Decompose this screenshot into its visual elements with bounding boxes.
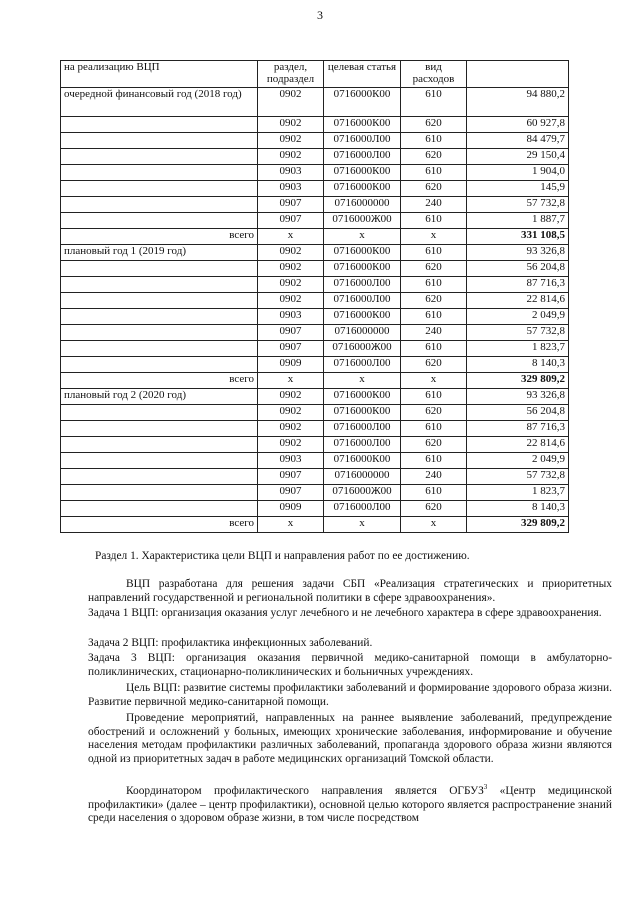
cell-label xyxy=(61,133,258,149)
cell-section: 0907 xyxy=(258,341,324,357)
cell-section: 0902 xyxy=(258,293,324,309)
cell-kind: 610 xyxy=(401,133,467,149)
cell-amount: 60 927,8 xyxy=(467,117,569,133)
paragraph-3: Задача 2 ВЦП: профилактика инфекционных заболеваний. xyxy=(88,637,373,649)
cell-kind: 610 xyxy=(401,341,467,357)
table-total-row xyxy=(61,229,569,245)
cell-target: 0716000Ж00 xyxy=(324,485,401,501)
cell-amount: 2 049,9 xyxy=(467,453,569,469)
cell-amount: 56 204,8 xyxy=(467,405,569,421)
table-row xyxy=(61,405,569,421)
cell-amount: 87 716,3 xyxy=(467,277,569,293)
cell-label xyxy=(61,293,258,309)
cell-section: 0907 xyxy=(258,485,324,501)
table-row xyxy=(61,309,569,325)
cell-amount: 331 108,5 xyxy=(467,229,569,245)
cell-label: плановый год 2 (2020 год) xyxy=(61,389,258,405)
cell-amount: 29 150,4 xyxy=(467,149,569,165)
footnote-mark: 3 xyxy=(483,783,488,792)
cell-kind: 240 xyxy=(401,469,467,485)
cell-amount: 1 823,7 xyxy=(467,341,569,357)
cell-kind: х xyxy=(401,373,467,389)
cell-amount: 57 732,8 xyxy=(467,197,569,213)
table-row xyxy=(61,245,569,261)
cell-amount: 93 326,8 xyxy=(467,389,569,405)
cell-label: всего xyxy=(61,229,258,245)
cell-amount: 22 814,6 xyxy=(467,293,569,309)
cell-section: 0902 xyxy=(258,389,324,405)
cell-kind: 620 xyxy=(401,181,467,197)
cell-section: 0903 xyxy=(258,453,324,469)
cell-amount: 84 479,7 xyxy=(467,133,569,149)
paragraph-7 xyxy=(88,785,612,826)
cell-kind: 620 xyxy=(401,117,467,133)
cell-amount: 145,9 xyxy=(467,181,569,197)
table-row xyxy=(61,501,569,517)
table-row xyxy=(61,453,569,469)
cell-label xyxy=(61,325,258,341)
header-section: раздел, подраздел xyxy=(258,61,324,88)
table-row xyxy=(61,165,569,181)
cell-section: 0903 xyxy=(258,309,324,325)
cell-section: 0902 xyxy=(258,405,324,421)
cell-section: 0902 xyxy=(258,245,324,261)
cell-label: всего xyxy=(61,373,258,389)
cell-amount: 1 823,7 xyxy=(467,485,569,501)
cell-kind: 240 xyxy=(401,197,467,213)
table-row xyxy=(61,197,569,213)
header-amount xyxy=(467,61,569,88)
table-row xyxy=(61,293,569,309)
cell-amount: 93 326,8 xyxy=(467,245,569,261)
table-row xyxy=(61,485,569,501)
cell-label: всего xyxy=(61,517,258,533)
cell-label xyxy=(61,213,258,229)
table-row xyxy=(61,341,569,357)
cell-label xyxy=(61,165,258,181)
cell-section: 0902 xyxy=(258,277,324,293)
cell-label xyxy=(61,405,258,421)
paragraph-5: Цель ВЦП: развитие системы профилактики заболеваний и формирование здорового образа жизни. Развитие первичной медико-санитарной помощи. xyxy=(88,682,612,708)
table-total-row xyxy=(61,517,569,533)
table-row xyxy=(61,117,569,133)
cell-target: 0716000Ж00 xyxy=(324,341,401,357)
cell-amount: 1 887,7 xyxy=(467,213,569,229)
cell-kind: 620 xyxy=(401,405,467,421)
cell-label xyxy=(61,485,258,501)
cell-kind: 240 xyxy=(401,325,467,341)
cell-amount: 8 140,3 xyxy=(467,357,569,373)
cell-target: 0716000К00 xyxy=(324,165,401,181)
table-row xyxy=(61,88,569,117)
cell-target: 0716000000 xyxy=(324,197,401,213)
cell-amount: 2 049,9 xyxy=(467,309,569,325)
table-row xyxy=(61,469,569,485)
cell-kind: 620 xyxy=(401,261,467,277)
table-header-row xyxy=(61,61,569,88)
cell-section: 0909 xyxy=(258,357,324,373)
cell-target: 0716000К00 xyxy=(324,389,401,405)
cell-target: 0716000К00 xyxy=(324,261,401,277)
table-row xyxy=(61,213,569,229)
cell-target: 0716000Л00 xyxy=(324,133,401,149)
cell-section: 0907 xyxy=(258,469,324,485)
cell-kind: 620 xyxy=(401,357,467,373)
cell-amount: 57 732,8 xyxy=(467,469,569,485)
cell-label xyxy=(61,453,258,469)
cell-amount: 94 880,2 xyxy=(467,88,569,117)
cell-label xyxy=(61,117,258,133)
cell-kind: 610 xyxy=(401,277,467,293)
cell-target: 0716000К00 xyxy=(324,117,401,133)
cell-amount: 1 904,0 xyxy=(467,165,569,181)
cell-section: 0902 xyxy=(258,437,324,453)
paragraph-1: ВЦП разработана для решения задачи СБП «Реализация стратегических и приоритетных направлений государственной и региональной политики в сфере здравоохранения». xyxy=(88,578,612,604)
cell-target: 0716000Л00 xyxy=(324,357,401,373)
cell-target: 0716000К00 xyxy=(324,309,401,325)
cell-target: 0716000К00 xyxy=(324,453,401,469)
paragraph-7-start: Координатором профилактического направления является ОГБУЗ xyxy=(126,785,484,797)
cell-kind: 620 xyxy=(401,293,467,309)
cell-target: 0716000К00 xyxy=(324,88,401,117)
cell-section: 0902 xyxy=(258,88,324,117)
cell-target: х xyxy=(324,229,401,245)
cell-label xyxy=(61,421,258,437)
cell-kind: 610 xyxy=(401,389,467,405)
cell-section: 0902 xyxy=(258,149,324,165)
cell-label xyxy=(61,261,258,277)
cell-label xyxy=(61,357,258,373)
table-row xyxy=(61,357,569,373)
paragraph-7-end: «Центр медицинской профилактики» (далее – центр профилактики), основной целью которого является распространение знаний среди населения о здоровом образе жизни, в том числе посредством xyxy=(88,785,612,825)
cell-kind: 610 xyxy=(401,213,467,229)
cell-target: 0716000Ж00 xyxy=(324,213,401,229)
cell-kind: 610 xyxy=(401,165,467,181)
cell-target: 0716000Л00 xyxy=(324,421,401,437)
cell-amount: 8 140,3 xyxy=(467,501,569,517)
header-target: целевая статья xyxy=(324,61,401,88)
cell-kind: х xyxy=(401,229,467,245)
cell-target: 0716000Л00 xyxy=(324,501,401,517)
cell-target: 0716000Л00 xyxy=(324,293,401,309)
cell-kind: 610 xyxy=(401,421,467,437)
table-row xyxy=(61,277,569,293)
cell-section: 0902 xyxy=(258,261,324,277)
cell-label xyxy=(61,149,258,165)
cell-section: 0902 xyxy=(258,133,324,149)
cell-label xyxy=(61,197,258,213)
cell-target: 0716000К00 xyxy=(324,181,401,197)
cell-target: 0716000Л00 xyxy=(324,149,401,165)
cell-kind: 610 xyxy=(401,309,467,325)
cell-section: х xyxy=(258,373,324,389)
cell-section: 0903 xyxy=(258,165,324,181)
cell-kind: 610 xyxy=(401,453,467,469)
cell-amount: 57 732,8 xyxy=(467,325,569,341)
cell-section: 0903 xyxy=(258,181,324,197)
cell-label xyxy=(61,437,258,453)
table-row xyxy=(61,261,569,277)
cell-label xyxy=(61,501,258,517)
cell-target: х xyxy=(324,373,401,389)
header-kind: вид расходов xyxy=(401,61,467,88)
cell-amount: 87 716,3 xyxy=(467,421,569,437)
cell-kind: 620 xyxy=(401,501,467,517)
cell-amount: 22 814,6 xyxy=(467,437,569,453)
table-total-row xyxy=(61,373,569,389)
cell-target: х xyxy=(324,517,401,533)
header-label: на реализацию ВЦП xyxy=(61,61,258,88)
cell-section: х xyxy=(258,517,324,533)
cell-amount: 329 809,2 xyxy=(467,373,569,389)
cell-label xyxy=(61,341,258,357)
cell-label xyxy=(61,277,258,293)
paragraph-6: Проведение мероприятий, направленных на раннее выявление заболеваний, предупреждение обострений и осложнений у больных, имеющих хронические заболевания, информирование и обучение населения методам профилактики различных заболеваний, пропаганда здорового образа жизни являются одной из приоритетных задач в работе медицинских организаций Томской области. xyxy=(88,712,612,765)
cell-target: 0716000К00 xyxy=(324,245,401,261)
cell-target: 0716000Л00 xyxy=(324,277,401,293)
cell-section: 0907 xyxy=(258,197,324,213)
cell-section: 0902 xyxy=(258,421,324,437)
table-row xyxy=(61,181,569,197)
cell-target: 0716000К00 xyxy=(324,405,401,421)
cell-label: плановый год 1 (2019 год) xyxy=(61,245,258,261)
cell-kind: 610 xyxy=(401,485,467,501)
table-row xyxy=(61,325,569,341)
cell-amount: 329 809,2 xyxy=(467,517,569,533)
cell-kind: х xyxy=(401,517,467,533)
cell-kind: 620 xyxy=(401,149,467,165)
cell-target: 0716000000 xyxy=(324,325,401,341)
cell-label xyxy=(61,181,258,197)
paragraph-2: Задача 1 ВЦП: организация оказания услуг лечебного и не лечебного характера в сфере здравоохранения. xyxy=(88,607,602,619)
cell-kind: 610 xyxy=(401,88,467,117)
table-row xyxy=(61,389,569,405)
cell-amount: 56 204,8 xyxy=(467,261,569,277)
table-row xyxy=(61,421,569,437)
cell-section: 0907 xyxy=(258,213,324,229)
paragraph-4: Задача 3 ВЦП: организация оказания первичной медико-санитарной помощи в амбулаторно-поликлинических, стационарно-поликлинических и больничных учреждениях. xyxy=(88,652,612,678)
cell-kind: 620 xyxy=(401,437,467,453)
budget-table xyxy=(60,60,569,533)
page-number: 3 xyxy=(317,8,323,22)
table-row xyxy=(61,133,569,149)
cell-section: х xyxy=(258,229,324,245)
cell-label xyxy=(61,469,258,485)
cell-target: 0716000Л00 xyxy=(324,437,401,453)
cell-section: 0909 xyxy=(258,501,324,517)
cell-kind: 610 xyxy=(401,245,467,261)
cell-label: очередной финансовый год (2018 год) xyxy=(61,88,258,117)
table-row xyxy=(61,149,569,165)
table-row xyxy=(61,437,569,453)
cell-target: 0716000000 xyxy=(324,469,401,485)
cell-label xyxy=(61,309,258,325)
cell-section: 0907 xyxy=(258,325,324,341)
section-heading: Раздел 1. Характеристика цели ВЦП и направления работ по ее достижению. xyxy=(95,550,470,562)
cell-section: 0902 xyxy=(258,117,324,133)
